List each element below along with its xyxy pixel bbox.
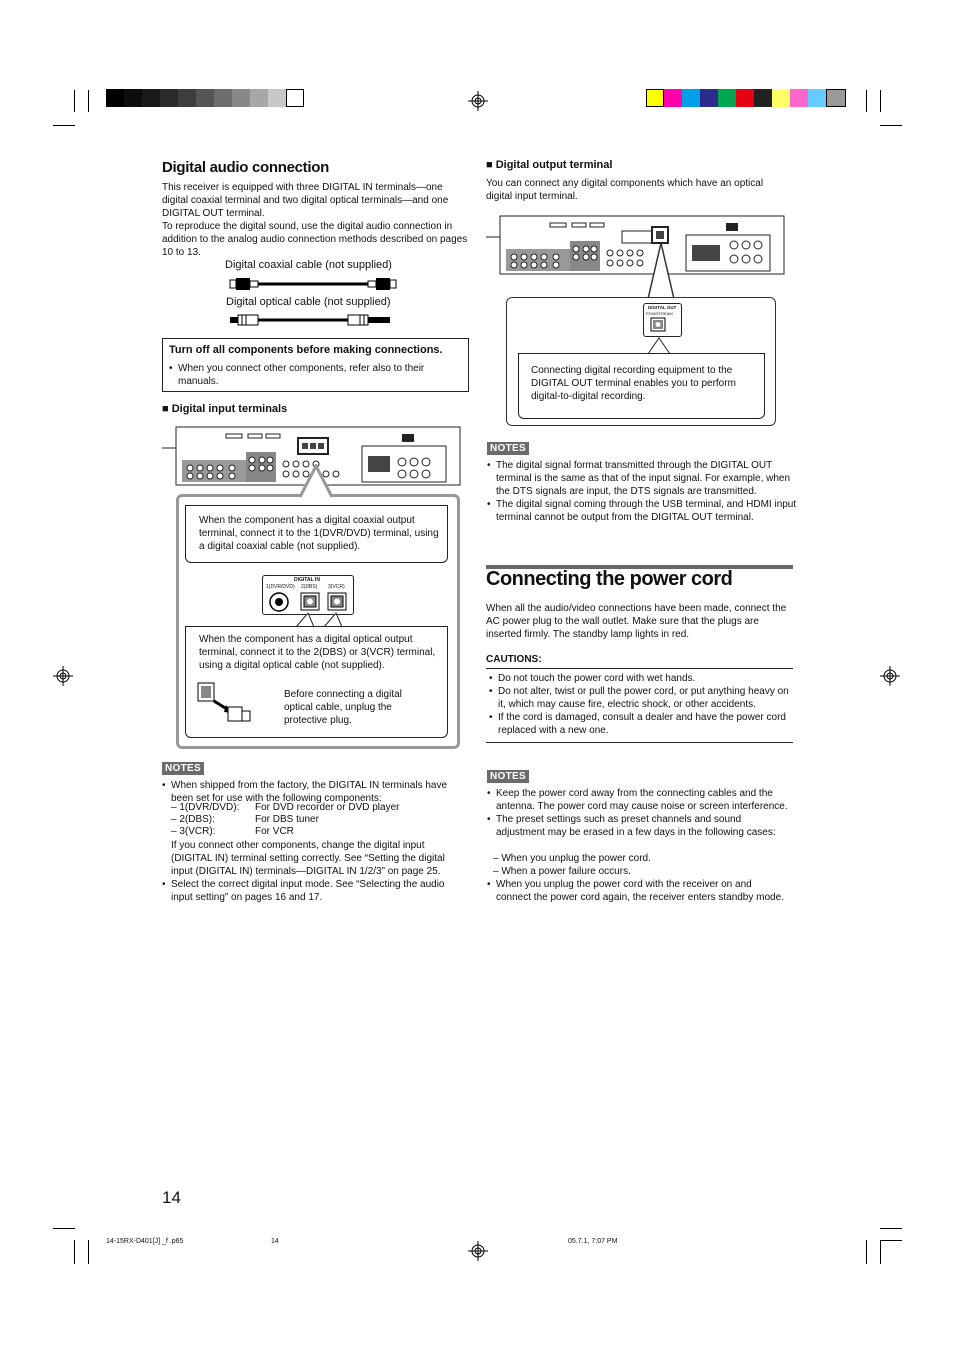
power-notes-dashes <box>487 852 792 878</box>
list-item: • Select the correct digital input mode. See “Selecting the audio input setting” on pages 16 and 17. <box>162 878 468 904</box>
digital-in-title: DIGITAL IN <box>294 577 320 583</box>
table-row <box>171 826 399 838</box>
warning-bullet: • When you connect other components, refer also to their manuals. <box>169 362 449 388</box>
digital-output-text: You can connect any digital components which have an optical digital input terminal. <box>486 178 764 202</box>
table-row <box>171 802 399 814</box>
coax-cable-label: Digital coaxial cable (not supplied) <box>225 259 392 271</box>
digital-out-note: Connecting digital recording equipment to the DIGITAL OUT terminal enables you to perform digital-to-digital recording. <box>531 365 736 402</box>
list-item: • The preset settings such as preset channels and sound adjustment may be erased in a few days in the following cases: <box>487 813 792 839</box>
coax-cable-icon <box>228 276 398 292</box>
cautions-rule-top <box>486 668 793 669</box>
digital-out-panel <box>643 303 682 337</box>
registration-target-icon <box>53 666 73 686</box>
coax-note-box <box>185 505 448 563</box>
coax-note: When the component has a digital coaxial output terminal, connect it to the 1(DVR/DVD) terminal, using a digital coaxial cable (not supplied). <box>199 515 439 552</box>
footer-date: 05.7.1, 7:07 PM <box>568 1238 618 1245</box>
optical-cable-icon <box>228 313 398 327</box>
list-item: • Do not alter, twist or pull the power cord, or put anything heavy on it, which may cause fire, electric shock, or other accidents. <box>489 685 791 711</box>
coax-jack-icon <box>268 591 290 613</box>
list-item: • The digital signal coming through the USB terminal, and HDMI input terminal cannot be output from the DIGITAL OUT terminal. <box>487 498 799 524</box>
plug-note: Before connecting a digital optical cable, unplug the protective plug. <box>284 689 402 726</box>
digital-out-notes-list <box>487 459 799 524</box>
notes-continuation: If you connect other components, change the digital input (DIGITAL IN) terminal setting correctly. See “Setting the digital input (DIGITAL IN) terminals—DIGITAL IN 1/2/3” on page 25. <box>171 840 445 877</box>
cautions-list <box>489 672 791 737</box>
list-item: • Do not touch the power cord with wet hands. <box>489 672 791 685</box>
warning-box <box>162 338 469 392</box>
digital-out-sub: PCM/STREAM <box>646 311 673 316</box>
left-notes-list-2 <box>162 878 468 904</box>
device-cell: For VCR <box>255 826 294 837</box>
digital-in-port3-label: 3(VCR) <box>328 584 345 590</box>
notes-badge: NOTES <box>162 762 204 775</box>
digital-input-heading: ■ Digital input terminals <box>162 403 288 415</box>
optical-jack-icon <box>650 317 666 332</box>
optical-cable-label: Digital optical cable (not supplied) <box>226 296 391 308</box>
digital-in-port1-label: 1(DVR/DVD) <box>266 584 295 590</box>
port-cell: – 3(VCR): <box>171 826 216 837</box>
intro-paragraph-2: To reproduce the digital sound, use the digital audio connection in addition to the analog audio connection methods described on pages 10 to 13. <box>162 221 468 258</box>
digital-in-panel <box>262 575 354 615</box>
notes-badge: NOTES <box>487 770 529 783</box>
warning-title: Turn off all components before making connections. <box>169 344 443 356</box>
device-cell: For DVD recorder or DVD player <box>255 802 400 813</box>
digital-output-heading: ■ Digital output terminal <box>486 159 613 171</box>
footer-page: 14 <box>271 1238 279 1245</box>
digital-out-title: DIGITAL OUT <box>648 305 677 310</box>
list-item: • If the cord is damaged, consult a dealer and have the power cord replaced with a new one. <box>489 711 791 737</box>
list-item: – When a power failure occurs. <box>493 866 631 877</box>
receiver-rear-panel-illustration <box>486 215 786 277</box>
footer-file: 14-15RX-D401[J] _f .p65 <box>106 1238 184 1245</box>
optical-jack-icon <box>300 592 320 611</box>
digital-in-port2-label: 2(DBS) <box>301 584 318 590</box>
port-cell: – 2(DBS): <box>171 814 215 825</box>
power-text: When all the audio/video connections have been made, connect the AC power plug to the wall outlet. Make sure that the plugs are inserted firmly. The standby lamp lights in red. <box>486 603 787 640</box>
list-item: • When you unplug the power cord with the receiver on and connect the power cord again, the receiver enters standby mode. <box>487 878 787 904</box>
callout-pointer <box>646 242 676 300</box>
optical-note: When the component has a digital optical output terminal, connect it to the 2(DBS) or 3(VCR) terminal, using a digital optical cable (not supplied). <box>199 634 436 671</box>
protective-plug-icon <box>196 681 254 727</box>
cautions-rule-bottom <box>486 742 793 743</box>
power-notes-list <box>487 787 792 839</box>
page-number: 14 <box>162 1188 181 1207</box>
list-item: • When shipped from the factory, the DIGITAL IN terminals have been set for use with the following components: <box>162 779 468 805</box>
default-devices-table <box>171 802 399 838</box>
intro-paragraph-1: This receiver is equipped with three DIGITAL IN terminals—one digital coaxial terminal and two digital optical terminals—and one DIGITAL OUT terminal. <box>162 182 449 219</box>
digital-out-note-box <box>518 353 765 419</box>
section-title: Digital audio connection <box>162 159 329 176</box>
notes-badge: NOTES <box>487 442 529 455</box>
cautions-label: CAUTIONS: <box>486 654 542 665</box>
optical-note-box <box>185 626 448 738</box>
callout-pointer <box>296 464 336 498</box>
list-item: • Keep the power cord away from the connecting cables and the antenna. The power cord may cause noise or screen interference. <box>487 787 792 813</box>
registration-target-icon <box>468 91 488 111</box>
power-title: Connecting the power cord <box>486 568 733 590</box>
power-notes-list-2 <box>487 878 787 904</box>
list-item: – When you unplug the power cord. <box>493 853 651 864</box>
port-cell: – 1(DVR/DVD): <box>171 802 240 813</box>
optical-jack-icon <box>327 592 347 611</box>
registration-target-icon <box>468 1241 488 1261</box>
device-cell: For DBS tuner <box>255 814 319 825</box>
registration-target-icon <box>880 666 900 686</box>
list-item: • The digital signal format transmitted through the DIGITAL OUT terminal is the same as that of the input signal. For example, when the DTS signals are input, the DTS signals are transmitted. <box>487 459 799 498</box>
table-row <box>171 814 399 826</box>
